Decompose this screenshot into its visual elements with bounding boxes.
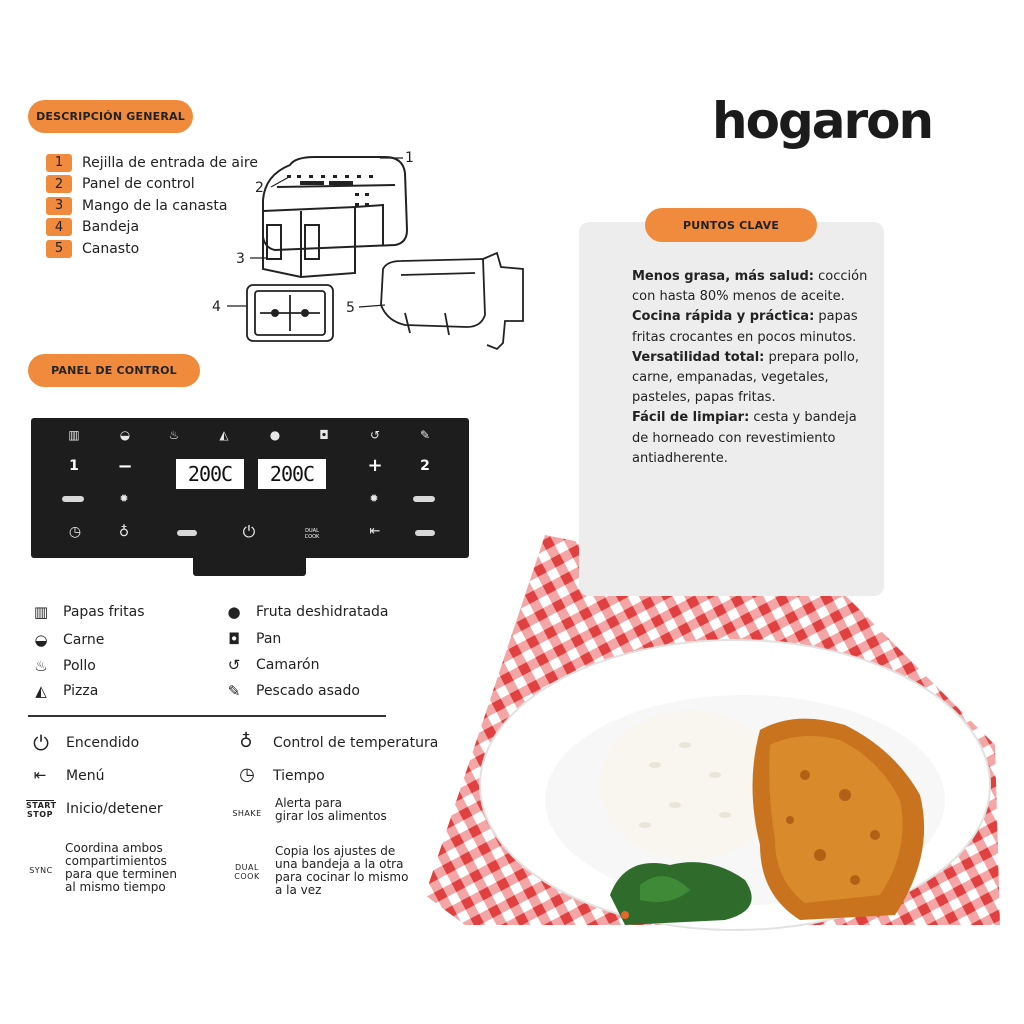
function-label: Tiempo (273, 768, 325, 784)
function-item-shake (228, 797, 387, 823)
bread-icon[interactable]: ◘ (319, 428, 329, 442)
shake-button-right[interactable] (413, 496, 435, 502)
legend-item (220, 630, 281, 648)
key-points-text (632, 267, 872, 469)
minus-button[interactable]: − (117, 456, 133, 477)
legend-item (220, 656, 319, 674)
function-label: Encendido (66, 735, 140, 751)
legend-item (220, 682, 360, 700)
light-icon-left[interactable]: ✹ (119, 492, 129, 505)
function-label: Coordina ambos compartimientos para que terminen al mismo tiempo (65, 841, 177, 894)
function-label: Control de temperatura (273, 735, 439, 751)
legend-label: Pan (256, 631, 282, 647)
shrimp-icon: ↺ (227, 656, 241, 674)
diagram-label-1: 1 (405, 150, 414, 166)
legend-item (220, 603, 389, 621)
chicken-icon: ♨ (34, 657, 48, 675)
pizza-icon: ◭ (35, 682, 47, 700)
function-item-temperature (232, 731, 438, 752)
key-point (632, 350, 859, 405)
display-left: 200C (176, 459, 244, 489)
key-point (632, 269, 867, 304)
light-icon-right[interactable]: ✹ (369, 492, 379, 505)
power-icon[interactable]: ⏻ (242, 522, 256, 541)
key-point-text: papas fritas crocantes en pocos minutos. (632, 309, 858, 345)
part-number: 2 (46, 175, 72, 193)
display-right: 200C (258, 459, 326, 489)
section-pill-descripcion: DESCRIPCIÓN GENERAL (28, 100, 193, 133)
fish-icon: ✎ (227, 682, 241, 700)
temperature-control-icon: ♁ (239, 731, 253, 752)
zone-1-button[interactable]: 1 (69, 458, 79, 474)
function-item-sync (24, 842, 177, 894)
legend-divider (28, 715, 386, 717)
dual-cook-button[interactable]: DUAL COOK (304, 528, 320, 540)
dried-fruit-icon[interactable]: ● (269, 428, 281, 442)
meat-icon[interactable]: ◒ (119, 428, 131, 442)
temperature-icon[interactable]: ♁ (118, 524, 130, 540)
function-item-power (30, 731, 139, 755)
legend-item (27, 603, 145, 621)
diagram-label-2: 2 (255, 180, 264, 196)
legend-item (27, 657, 96, 675)
diagram-label-4: 4 (212, 299, 221, 315)
key-point (632, 309, 858, 344)
control-panel-tab (193, 550, 306, 576)
dried-fruit-icon: ● (227, 603, 241, 621)
fries-icon[interactable]: ▥ (68, 428, 80, 442)
legend-label: Camarón (256, 657, 320, 673)
key-point-title: Cocina rápida y práctica: (632, 309, 815, 325)
key-point-title: Menos grasa, más salud: (632, 269, 814, 284)
part-label: Mango de la canasta (82, 197, 228, 214)
function-item-start (26, 800, 163, 819)
clock-icon: ◷ (239, 764, 255, 785)
chicken-icon[interactable]: ♨ (168, 428, 180, 442)
section-pill-panel: PANEL DE CONTROL (28, 354, 200, 387)
shake-label: SHAKE (232, 809, 262, 818)
meat-icon: ◒ (34, 631, 48, 649)
dual-cook-label: DUAL COOK (234, 863, 260, 881)
power-icon: ⏻ (33, 731, 49, 755)
part-label: Bandeja (82, 219, 140, 236)
function-label: Copia los ajustes de una bandeja a la otra para cocinar lo mismo a la vez (275, 844, 409, 897)
function-item-time (234, 764, 325, 785)
zone-2-button[interactable]: 2 (420, 458, 430, 474)
start-stop-button[interactable] (177, 530, 197, 536)
menu-icon: ⇤ (33, 766, 47, 784)
part-label: Canasto (82, 240, 140, 257)
legend-label: Carne (63, 632, 105, 648)
fries-icon: ▥ (33, 603, 49, 621)
legend-label: Papas fritas (63, 604, 145, 620)
part-number: 1 (46, 154, 72, 172)
key-point-text: cesta y bandeja de horneado con revestimiento antiadherente. (632, 410, 857, 466)
function-label: Inicio/detener (66, 801, 163, 817)
menu-icon[interactable]: ⇤ (369, 524, 381, 539)
air-fryer-diagram (205, 145, 545, 360)
function-item-menu (28, 766, 104, 784)
key-point (632, 410, 857, 465)
shrimp-icon[interactable]: ↺ (369, 428, 381, 442)
bread-icon: ◘ (228, 630, 240, 648)
key-point-text: prepara pollo, carne, empanadas, vegetales, pasteles, papas fritas. (632, 349, 859, 406)
diagram-label-3: 3 (236, 251, 245, 267)
legend-label: Pescado asado (256, 683, 360, 699)
part-label: Rejilla de entrada de aire (82, 154, 258, 171)
plus-button[interactable]: + (367, 455, 383, 476)
section-pill-puntos: PUNTOS CLAVE (645, 208, 817, 242)
key-point-title: Fácil de limpiar: (632, 410, 750, 426)
pizza-icon[interactable]: ◭ (219, 428, 229, 442)
function-label: Menú (66, 768, 105, 784)
legend-label: Pizza (63, 683, 99, 699)
part-label: Panel de control (82, 176, 195, 193)
function-item-dual (228, 845, 408, 897)
timer-icon[interactable]: ◷ (68, 524, 82, 540)
function-label: Alerta para girar los alimentos (275, 796, 387, 823)
brand-logo: hogaron (712, 92, 933, 150)
fish-icon[interactable]: ✎ (419, 428, 431, 442)
start-stop-label: START STOP (26, 801, 57, 819)
legend-item (27, 631, 104, 649)
key-point-title: Versatilidad total: (632, 349, 765, 365)
legend-label: Fruta deshidratada (256, 604, 389, 620)
part-number: 4 (46, 218, 72, 236)
legend-label: Pollo (63, 658, 96, 674)
key-point-text: cocción con hasta 80% menos de aceite. (632, 269, 868, 305)
diagram-label-5: 5 (346, 300, 355, 316)
shake-button-left[interactable] (62, 496, 84, 502)
part-number: 5 (46, 240, 72, 258)
sync-label: SYNC (29, 866, 53, 875)
legend-item (27, 682, 98, 700)
part-number: 3 (46, 197, 72, 215)
